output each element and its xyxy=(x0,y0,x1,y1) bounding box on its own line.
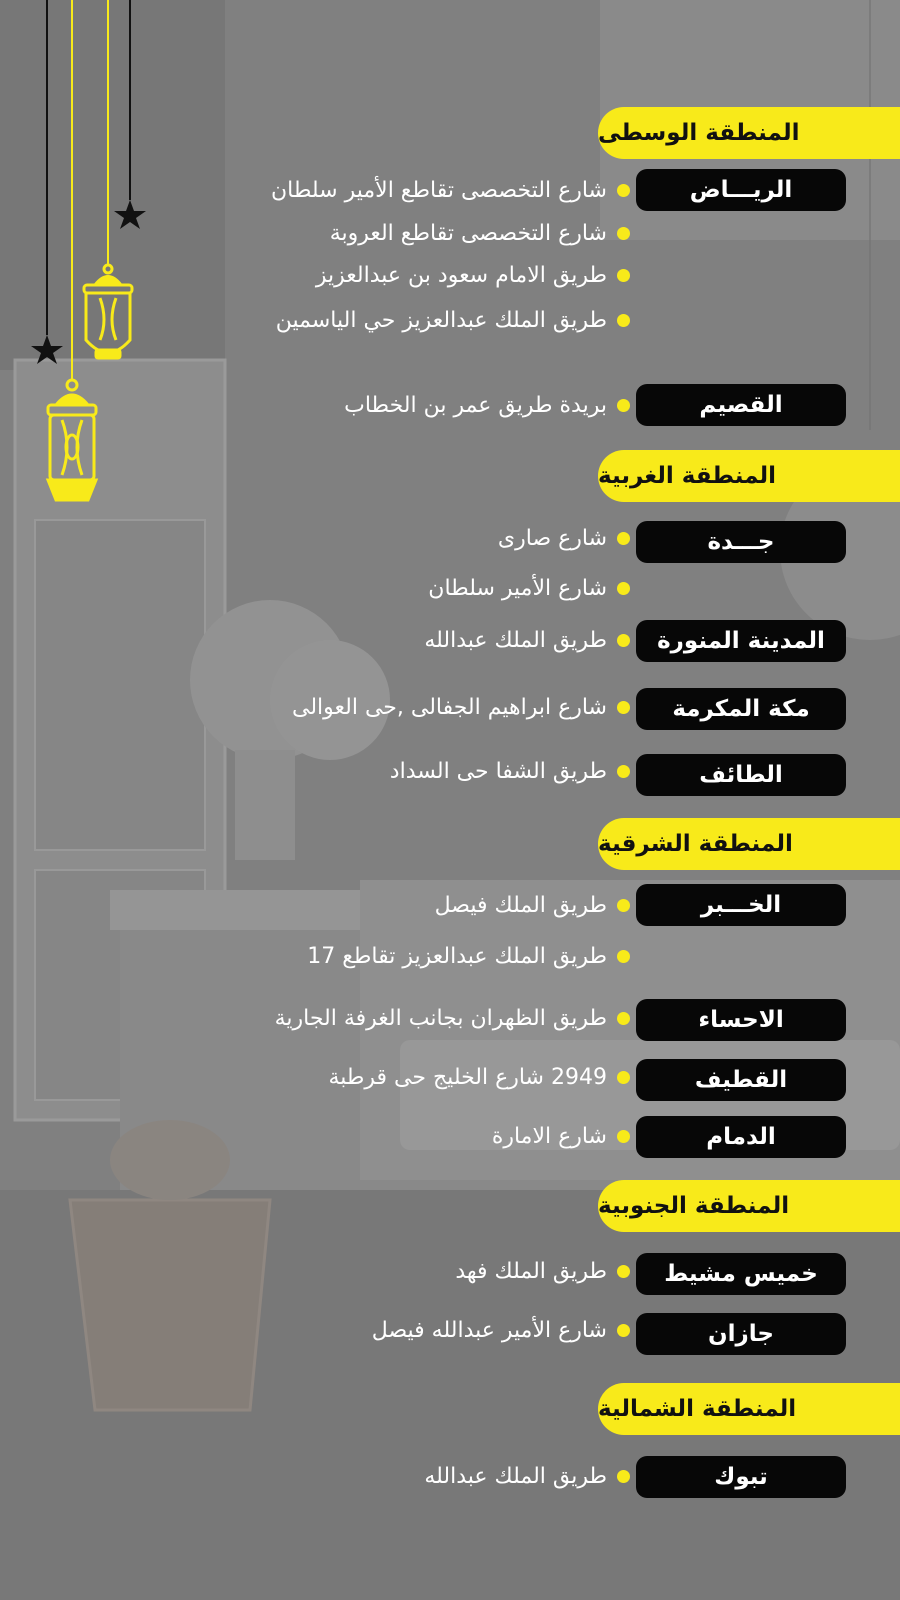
city-riyadh-badge xyxy=(636,169,846,211)
city-khobar-badge xyxy=(636,884,846,926)
address-riyadh-3: طريق الامام سعود بن عبدالعزيز xyxy=(316,257,630,293)
address-madinah-1: طريق الملك عبدالله xyxy=(424,622,630,658)
city-taif-label: الطائف xyxy=(699,762,783,788)
bullet-icon xyxy=(617,701,630,714)
city-ahsa-badge xyxy=(636,999,846,1041)
bullet-icon xyxy=(617,227,630,240)
address-riyadh-4: طريق الملك عبدالعزيز حي الياسمين xyxy=(276,302,630,338)
bullet-icon xyxy=(617,1012,630,1025)
star-icon xyxy=(114,200,146,229)
city-madinah-label: المدينة المنورة xyxy=(657,628,825,654)
city-tabuk-badge xyxy=(636,1456,846,1498)
lantern-icon xyxy=(84,265,132,358)
bullet-icon xyxy=(617,582,630,595)
address-jeddah-1: شارع صارى xyxy=(498,520,630,556)
city-makkah-label: مكة المكرمة xyxy=(672,696,810,722)
region-eastern-title: المنطقة الشرقية xyxy=(598,831,793,857)
region-eastern-header xyxy=(598,818,900,870)
city-riyadh-label: الريـــاض xyxy=(689,177,793,203)
city-jeddah-label: جـــدة xyxy=(707,529,775,555)
region-central-title: المنطقة الوسطى xyxy=(598,120,800,146)
city-makkah-badge xyxy=(636,688,846,730)
address-ahsa-1: طريق الظهران بجانب الغرفة الجارية xyxy=(275,1000,630,1036)
bullet-icon xyxy=(617,1470,630,1483)
bullet-icon xyxy=(617,634,630,647)
city-dammam-badge xyxy=(636,1116,846,1158)
bullet-icon xyxy=(617,1130,630,1143)
region-western-title: المنطقة الغربية xyxy=(598,463,777,489)
address-khobar-1: طريق الملك فيصل xyxy=(435,887,630,923)
city-madinah-badge xyxy=(636,620,846,662)
city-khobar-label: الخـــبر xyxy=(700,892,782,918)
region-central-header xyxy=(598,107,900,159)
address-taif-1: طريق الشفا حى السداد xyxy=(390,753,630,789)
city-khamis-label: خميس مشيط xyxy=(664,1261,818,1287)
address-makkah-1: شارع ابراهيم الجفالى ,حى العوالى xyxy=(292,689,630,725)
address-khobar-2: طريق الملك عبدالعزيز تقاطع 17 xyxy=(307,938,630,974)
region-southern-header xyxy=(598,1180,900,1232)
address-qatif-1: 2949 شارع الخليج حى قرطبة xyxy=(328,1059,630,1095)
address-riyadh-1: شارع التخصصى تقاطع الأمير سلطان xyxy=(271,172,630,208)
region-western-header xyxy=(598,450,900,502)
address-khamis-1: طريق الملك فهد xyxy=(455,1253,630,1289)
city-qatif-badge xyxy=(636,1059,846,1101)
address-riyadh-2: شارع التخصصى تقاطع العروبة xyxy=(330,215,630,251)
address-tabuk-1: طريق الملك عبدالله xyxy=(424,1458,630,1494)
city-qatif-label: القطيف xyxy=(694,1067,788,1093)
bullet-icon xyxy=(617,1071,630,1084)
bullet-icon xyxy=(617,899,630,912)
lantern-icon xyxy=(48,380,96,500)
city-ahsa-label: الاحساء xyxy=(698,1007,784,1033)
region-northern-title: المنطقة الشمالية xyxy=(598,1396,797,1422)
bullet-icon xyxy=(617,269,630,282)
city-taif-badge xyxy=(636,754,846,796)
city-khamis-badge xyxy=(636,1253,846,1295)
address-jeddah-2: شارع الأمير سلطان xyxy=(428,570,630,606)
bullet-icon xyxy=(617,950,630,963)
bullet-icon xyxy=(617,1324,630,1337)
city-jazan-badge xyxy=(636,1313,846,1355)
address-qassim-1: بريدة طريق عمر بن الخطاب xyxy=(344,387,630,423)
bullet-icon xyxy=(617,532,630,545)
star-icon xyxy=(31,335,63,364)
bullet-icon xyxy=(617,765,630,778)
bullet-icon xyxy=(617,314,630,327)
address-jazan-1: شارع الأمير عبدالله فيصل xyxy=(372,1312,630,1348)
region-northern-header xyxy=(598,1383,900,1435)
bullet-icon xyxy=(617,1265,630,1278)
bullet-icon xyxy=(617,184,630,197)
city-jeddah-badge xyxy=(636,521,846,563)
address-dammam-1: شارع الامارة xyxy=(492,1118,630,1154)
region-southern-title: المنطقة الجنوبية xyxy=(598,1193,790,1219)
city-jazan-label: جازان xyxy=(708,1321,774,1347)
city-dammam-label: الدمام xyxy=(706,1124,776,1150)
city-qassim-badge xyxy=(636,384,846,426)
city-tabuk-label: تبوك xyxy=(714,1464,768,1490)
city-qassim-label: القصيم xyxy=(699,392,783,418)
bullet-icon xyxy=(617,399,630,412)
